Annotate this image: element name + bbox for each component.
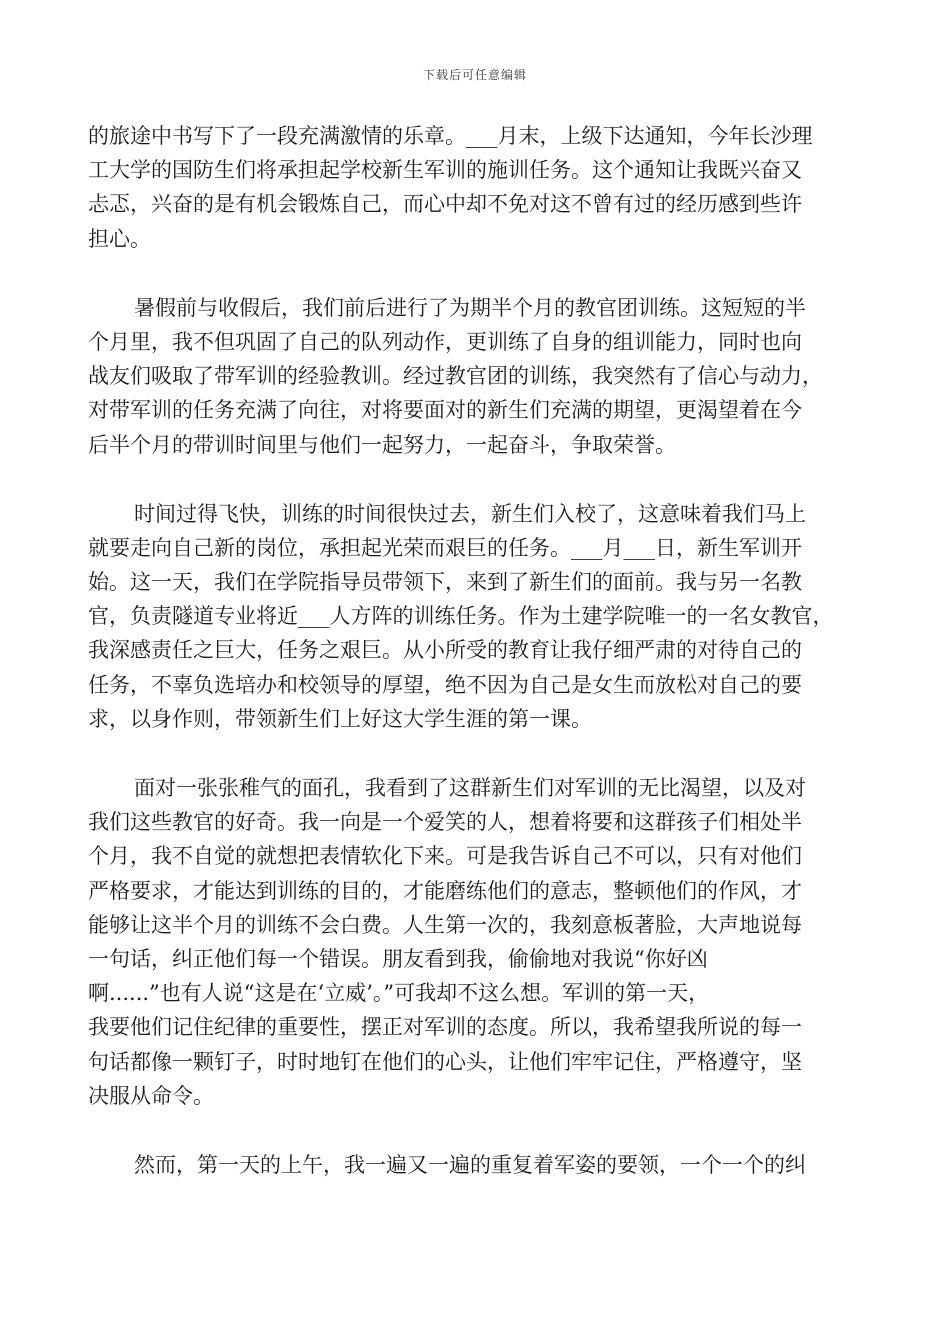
text-line: 我深感责任之巨大，任务之艰巨。从小所受的教育让我仔细严肃的对待自己的 [88, 638, 802, 663]
text-line: 忐忑，兴奋的是有机会锻炼自己，而心中却不免对这不曾有过的经历感到些许 [88, 192, 802, 217]
text-line: 决服从命令。 [88, 1083, 214, 1108]
text-line: 对带军训的任务充满了向往，对将要面对的新生们充满的期望，更渴望着在今 [88, 398, 802, 423]
text-line: 的旅途中书写下了一段充满激情的乐章。___月末，上级下达通知，今年长沙理 [88, 124, 813, 148]
paragraph-5 [88, 1148, 863, 1182]
paragraph-1 [88, 119, 863, 256]
text-line: 任务，不辜负选培办和校领导的厚望，绝不因为自己是女生而放松对自己的要 [88, 672, 802, 697]
text-line: 个月里，我不但巩固了自己的队列动作，更训练了自身的组训能力，同时也向 [88, 329, 802, 354]
text-line: 句话都像一颗钉子，时时地钉在他们的心头，让他们牢牢记住，严格遵守，坚 [88, 1049, 802, 1074]
text-line: 能够让这半个月的训练不会白费。人生第一次的，我刻意板著脸，大声地说每 [88, 912, 802, 937]
text-line: 暑假前与收假后，我们前后进行了为期半个月的教官团训练。这短短的半 [134, 295, 806, 320]
paragraph-4 [88, 771, 863, 1113]
text-line: 就要走向自己新的岗位，承担起光荣而艰巨的任务。___月___日，新生军训开 [88, 535, 802, 560]
document-body [88, 119, 863, 1182]
text-line: 然而，第一天的上午，我一遍又一遍的重复着军姿的要领，一个一个的纠 [134, 1152, 806, 1177]
text-line: 我们这些教官的好奇。我一向是一个爱笑的人，想着将要和这群孩子们相处半 [88, 810, 802, 835]
text-line: 时间过得飞快，训练的时间很快过去，新生们入校了，这意味着我们马上 [134, 501, 806, 526]
paragraph-2 [88, 291, 863, 462]
text-line: 后半个月的带训时间里与他们一起努力，一起奋斗，争取荣誉。 [88, 432, 676, 457]
text-line: 啊......”也有人说“这是在‘立威’。”可我却不这么想。军训的第一天， [88, 981, 710, 1006]
text-line: 求，以身作则，带领新生们上好这大学生涯的第一课。 [88, 706, 592, 731]
text-line: 一句话，纠正他们每一个错误。朋友看到我，偷偷地对我说“你好凶 [88, 946, 708, 971]
text-line: 严格要求，才能达到训练的目的，才能磨练他们的意志，整顿他们的作风，才 [88, 878, 802, 903]
text-line: 面对一张张稚气的面孔，我看到了这群新生们对军训的无比渴望，以及对 [134, 776, 806, 800]
text-line: 我要他们记住纪律的重要性，摆正对军训的态度。所以，我希望我所说的每一 [88, 1015, 802, 1040]
text-line: 战友们吸取了带军训的经验教训。经过教官团的训练，我突然有了信心与动力， [88, 364, 823, 389]
text-line: 始。这一天，我们在学院指导员带领下，来到了新生们的面前。我与另一名教 [88, 570, 802, 595]
paragraph-3 [88, 497, 863, 736]
text-line: 个月，我不自觉的就想把表情软化下来。可是我告诉自己不可以，只有对他们 [88, 844, 802, 869]
text-line: 工大学的国防生们将承担起学校新生军训的施训任务。这个通知让我既兴奋又 [88, 158, 802, 183]
text-line: 官，负责隧道专业将近___人方阵的训练任务。作为土建学院唯一的一名女教官， [88, 604, 834, 629]
text-line: 担心。 [88, 226, 151, 251]
page-header: 下载后可任意编辑 [422, 68, 527, 82]
